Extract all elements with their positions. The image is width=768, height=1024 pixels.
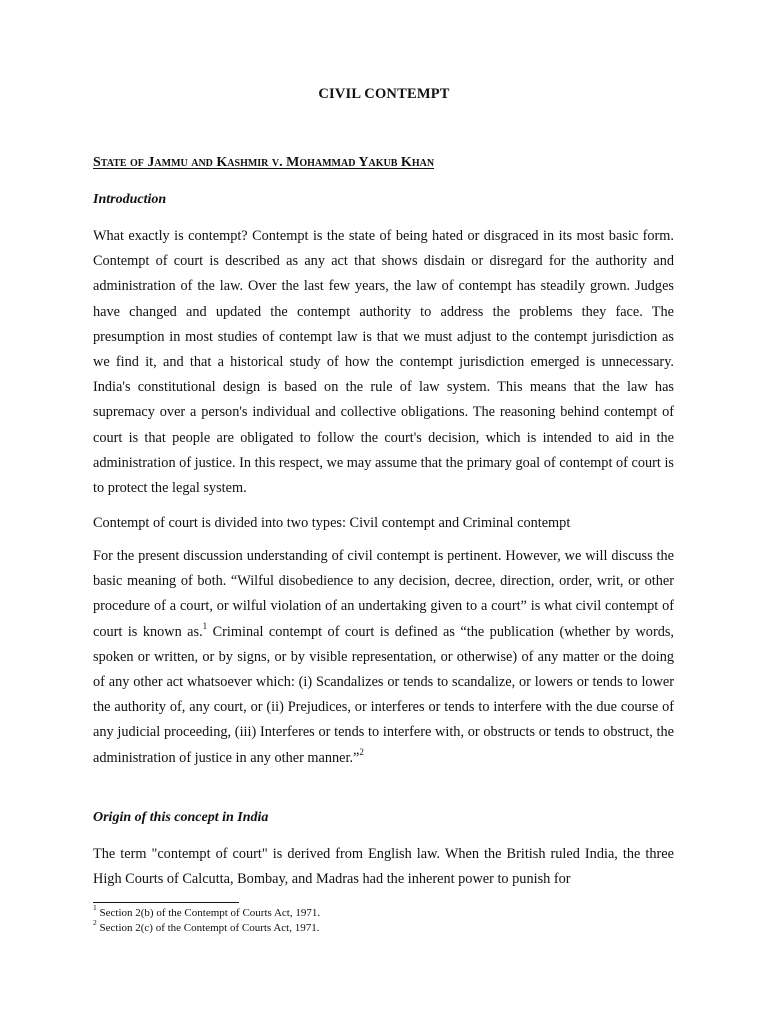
footnote-text: Section 2(c) of the Contempt of Courts Act, 1971.: [99, 922, 320, 934]
paragraph-part-criminal: Criminal contempt of court is defined as “the publication (whether by words, spoken or written, or by signs, or by visible representation, or otherwise) of any matter or the doing of any other act whatsoever which: (i) Scandalizes or tends to scandalize, or lowers or tends to lower the authority of, any court, or (ii) Prejudices, or interferes or tends to interfere with the due course of any judicial proceeding, (iii) Interferes or tends to interfere with, or obstructs or tends to obstruct, the administration of justice in any other manner.”: [93, 623, 674, 766]
footnote-1: [93, 903, 321, 920]
footnote-text: Section 2(b) of the Contempt of Courts Act, 1971.: [99, 907, 321, 919]
paragraph-types-of-contempt: Contempt of court is divided into two types: Civil contempt and Criminal contempt: [93, 515, 571, 531]
footnote-ref-1[interactable]: 1: [202, 620, 208, 631]
paragraph-part-civil: For the present discussion understanding of civil contempt is pertinent. However, we will discuss the basic meaning of both. “Wilful disobedience to any decision, decree, direction, order, writ, or other procedure of a court, or wilful violation of an undertaking given to a court” is what civil contempt of court is known as.: [93, 548, 674, 640]
footnote-separator: [93, 902, 239, 903]
footnote-number: 2: [93, 918, 97, 928]
paragraph-civil-criminal-definition: [93, 544, 674, 771]
document-title: CIVIL CONTEMPT: [318, 86, 450, 102]
footnote-number: 1: [93, 903, 97, 913]
footnote-ref-2[interactable]: 2: [359, 746, 364, 757]
paragraph-introduction: What exactly is contempt? Contempt is the state of being hated or disgraced in its most basic form. Contempt of court is described as any act that shows disdain or disregard for the authority and administration of the law. Over the last few years, the law of contempt has steadily grown. Judges have changed and updated the contempt authority to address the problems they face. The presumption in most studies of contempt law is that we must adjust to the contempt jurisdiction as we find it, and that a historical study of how the contempt jurisdiction emerged is unnecessary. India's constitutional design is based on the rule of law system. This means that the law has supremacy over a person's individual and collective obligations. The reasoning behind contempt of court is that people are obligated to follow the court's decision, which is intended to aid in the administration of justice. In this respect, we may assume that the primary goal of contempt of court is to protect the legal system.: [93, 228, 674, 497]
paragraph-origin: The term "contempt of court" is derived from English law. When the British ruled India, the three High Courts of Calcutta, Bombay, and Madras had the inherent power to punish for: [93, 846, 674, 888]
case-heading: State of Jammu and Kashmir v. Mohammad Yakub Khan: [93, 155, 435, 170]
footnote-2: [93, 918, 320, 935]
introduction-heading: Introduction: [93, 192, 167, 207]
origin-heading: Origin of this concept in India: [93, 810, 269, 825]
